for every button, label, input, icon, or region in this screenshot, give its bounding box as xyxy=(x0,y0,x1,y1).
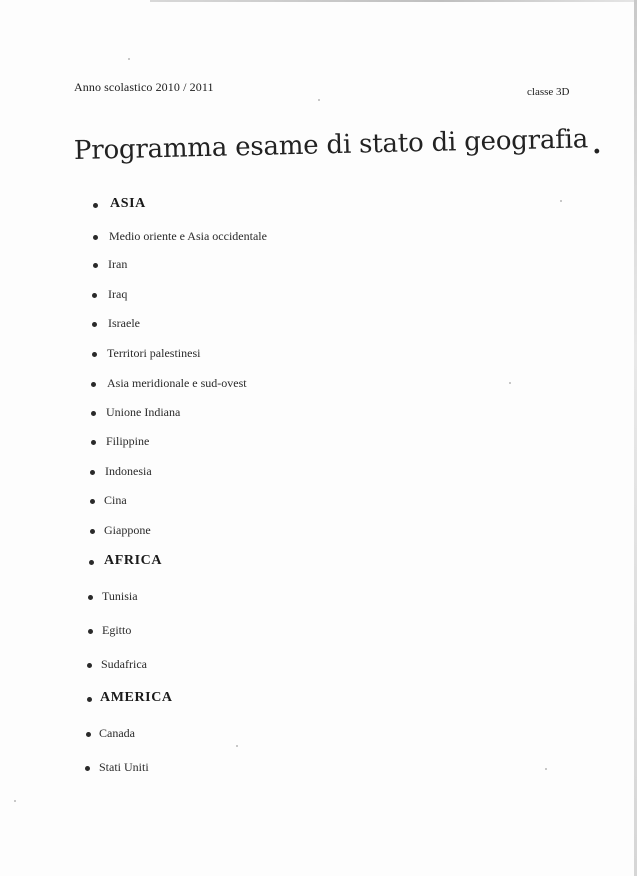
list-item: Iraq xyxy=(108,287,128,301)
list-item: Filippine xyxy=(106,434,150,448)
list-item: Giappone xyxy=(104,523,151,537)
bullet-icon xyxy=(93,203,98,208)
list-item: Territori palestinesi xyxy=(107,346,201,360)
bullet-icon xyxy=(91,440,96,445)
bullet-icon xyxy=(93,235,98,240)
bullet-icon xyxy=(90,470,95,475)
title-end-mark: . xyxy=(591,130,602,161)
bullet-icon xyxy=(90,499,95,504)
bullet-icon xyxy=(89,560,94,565)
bullet-icon xyxy=(86,732,91,737)
section-heading: AMERICA xyxy=(100,690,173,705)
list-item: Egitto xyxy=(102,623,132,637)
bullet-icon xyxy=(88,595,93,600)
list-item: Tunisia xyxy=(102,589,138,603)
bullet-icon xyxy=(91,411,96,416)
list-item: Indonesia xyxy=(105,464,152,478)
document-title-text: Programma esame di stato di geografia xyxy=(73,124,589,166)
section-heading: AFRICA xyxy=(104,553,163,568)
bullet-icon xyxy=(88,629,93,634)
list-item: Cina xyxy=(104,493,127,507)
bullet-icon xyxy=(93,263,98,268)
bullet-icon xyxy=(92,352,97,357)
bullet-icon xyxy=(92,293,97,298)
list-item: Medio oriente e Asia occidentale xyxy=(109,229,267,243)
bullet-icon xyxy=(91,382,96,387)
school-year: Anno scolastico 2010 / 2011 xyxy=(74,80,214,94)
list-item: Unione Indiana xyxy=(106,405,181,419)
class-label: classe 3D xyxy=(527,86,570,98)
bullet-icon xyxy=(92,322,97,327)
bullet-icon xyxy=(87,663,92,668)
list-item: Israele xyxy=(108,316,140,330)
bullet-icon xyxy=(90,529,95,534)
list-item: Sudafrica xyxy=(101,657,147,671)
section-heading: ASIA xyxy=(110,196,146,211)
list-item: Canada xyxy=(99,726,135,740)
list-item: Asia meridionale e sud-ovest xyxy=(107,376,247,390)
bullet-icon xyxy=(87,697,92,702)
bullet-icon xyxy=(85,766,90,771)
list-item: Stati Uniti xyxy=(99,760,149,774)
list-item: Iran xyxy=(108,257,128,271)
